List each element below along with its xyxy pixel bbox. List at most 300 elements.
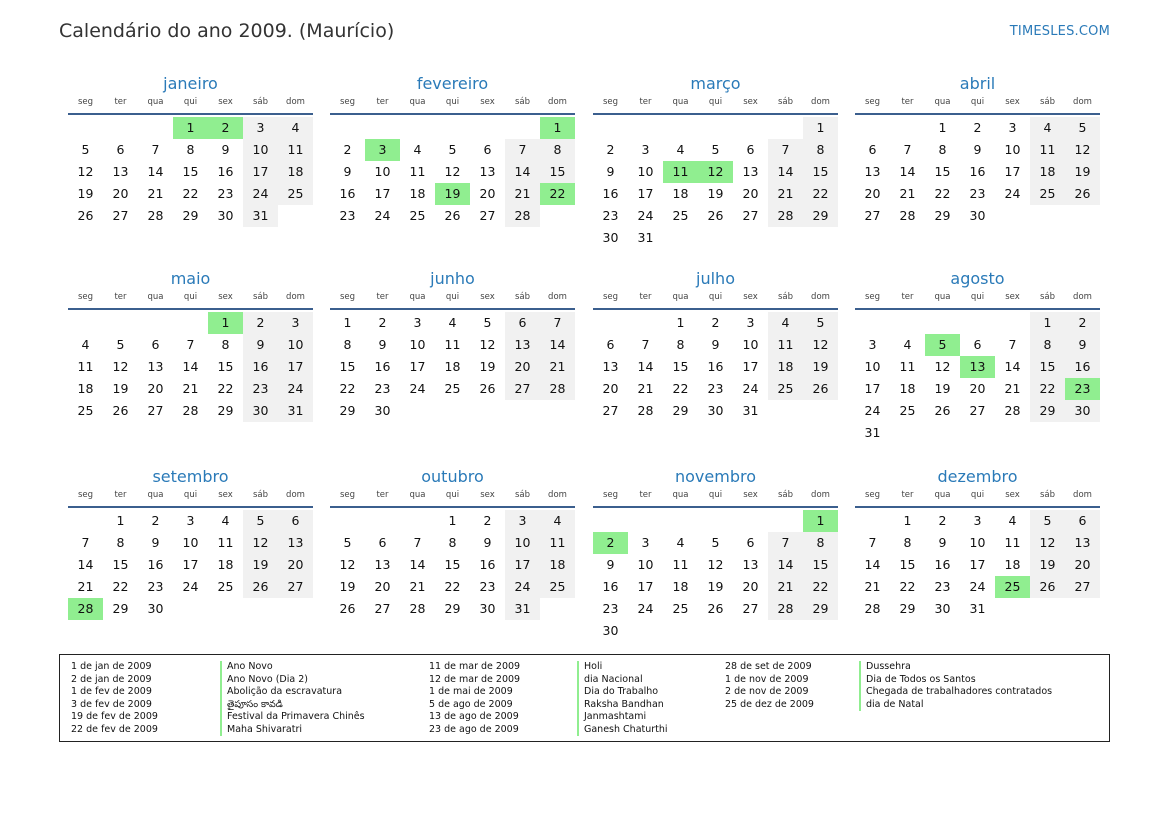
day-cell[interactable]: 8 <box>540 139 575 161</box>
day-cell[interactable]: 17 <box>864 381 881 396</box>
day-cell[interactable]: 11 <box>768 334 803 356</box>
day-cell[interactable]: 18 <box>444 359 461 374</box>
day-cell[interactable]: 27 <box>742 208 759 223</box>
day-cell[interactable]: 31 <box>864 425 881 440</box>
day-cell[interactable]: 18 <box>1030 161 1065 183</box>
day-cell[interactable]: 3 <box>186 513 195 528</box>
day-cell[interactable]: 27 <box>479 208 496 223</box>
day-cell[interactable]: 13 <box>479 164 496 179</box>
day-cell[interactable]: 1 <box>173 117 208 139</box>
day-cell[interactable]: 14 <box>409 557 426 572</box>
day-cell[interactable]: 9 <box>1065 334 1100 356</box>
day-cell[interactable]: 15 <box>182 164 199 179</box>
day-cell[interactable]: 2 <box>593 532 628 554</box>
day-cell[interactable]: 6 <box>746 142 755 157</box>
day-cell[interactable]: 23 <box>969 186 986 201</box>
day-cell[interactable]: 6 <box>973 337 982 352</box>
day-cell[interactable]: 6 <box>378 535 387 550</box>
day-cell[interactable]: 14 <box>864 557 881 572</box>
day-cell[interactable]: 29 <box>934 208 951 223</box>
day-cell[interactable]: 9 <box>378 337 387 352</box>
day-cell[interactable]: 24 <box>505 576 540 598</box>
day-cell[interactable]: 1 <box>938 120 947 135</box>
day-cell[interactable]: 21 <box>864 579 881 594</box>
day-cell[interactable]: 19 <box>803 356 838 378</box>
day-cell[interactable]: 19 <box>112 381 129 396</box>
day-cell[interactable]: 29 <box>339 403 356 418</box>
day-cell[interactable]: 30 <box>374 403 391 418</box>
day-cell[interactable]: 12 <box>707 557 724 572</box>
day-cell[interactable]: 26 <box>77 208 94 223</box>
day-cell[interactable]: 10 <box>637 164 654 179</box>
day-cell[interactable]: 28 <box>637 403 654 418</box>
day-cell[interactable]: 5 <box>243 510 278 532</box>
day-cell[interactable]: 23 <box>339 208 356 223</box>
day-cell[interactable]: 15 <box>803 161 838 183</box>
day-cell[interactable]: 13 <box>864 164 881 179</box>
day-cell[interactable]: 7 <box>903 142 912 157</box>
day-cell[interactable]: 8 <box>903 535 912 550</box>
day-cell[interactable]: 14 <box>899 164 916 179</box>
day-cell[interactable]: 8 <box>803 532 838 554</box>
day-cell[interactable]: 18 <box>899 381 916 396</box>
day-cell[interactable]: 2 <box>343 142 352 157</box>
day-cell[interactable]: 19 <box>479 359 496 374</box>
day-cell[interactable]: 3 <box>641 142 650 157</box>
day-cell[interactable]: 26 <box>339 601 356 616</box>
day-cell[interactable]: 11 <box>663 161 698 183</box>
day-cell[interactable]: 5 <box>711 142 720 157</box>
day-cell[interactable]: 23 <box>217 186 234 201</box>
day-cell[interactable]: 28 <box>409 601 426 616</box>
day-cell[interactable]: 10 <box>742 337 759 352</box>
day-cell[interactable]: 13 <box>1065 532 1100 554</box>
day-cell[interactable]: 16 <box>602 186 619 201</box>
day-cell[interactable]: 20 <box>112 186 129 201</box>
day-cell[interactable]: 18 <box>1004 557 1021 572</box>
day-cell[interactable]: 21 <box>899 186 916 201</box>
day-cell[interactable]: 6 <box>868 142 877 157</box>
day-cell[interactable]: 17 <box>182 557 199 572</box>
day-cell[interactable]: 3 <box>413 315 422 330</box>
day-cell[interactable]: 23 <box>479 579 496 594</box>
day-cell[interactable]: 15 <box>444 557 461 572</box>
day-cell[interactable]: 17 <box>1004 164 1021 179</box>
day-cell[interactable]: 17 <box>374 186 391 201</box>
day-cell[interactable]: 12 <box>934 359 951 374</box>
day-cell[interactable]: 25 <box>409 208 426 223</box>
day-cell[interactable]: 4 <box>540 510 575 532</box>
day-cell[interactable]: 21 <box>768 576 803 598</box>
day-cell[interactable]: 12 <box>803 334 838 356</box>
day-cell[interactable]: 23 <box>147 579 164 594</box>
day-cell[interactable]: 15 <box>540 161 575 183</box>
day-cell[interactable]: 16 <box>243 356 278 378</box>
day-cell[interactable]: 9 <box>483 535 492 550</box>
day-cell[interactable]: 9 <box>938 535 947 550</box>
day-cell[interactable]: 29 <box>672 403 689 418</box>
day-cell[interactable]: 29 <box>182 208 199 223</box>
day-cell[interactable]: 20 <box>969 381 986 396</box>
day-cell[interactable]: 10 <box>243 139 278 161</box>
day-cell[interactable]: 23 <box>602 208 619 223</box>
day-cell[interactable]: 31 <box>243 205 278 227</box>
day-cell[interactable]: 5 <box>1030 510 1065 532</box>
day-cell[interactable]: 17 <box>243 161 278 183</box>
day-cell[interactable]: 7 <box>540 312 575 334</box>
day-cell[interactable]: 31 <box>278 400 313 422</box>
day-cell[interactable]: 2 <box>483 513 492 528</box>
day-cell[interactable]: 16 <box>217 164 234 179</box>
day-cell[interactable]: 14 <box>77 557 94 572</box>
day-cell[interactable]: 11 <box>899 359 916 374</box>
day-cell[interactable]: 16 <box>1065 356 1100 378</box>
day-cell[interactable]: 10 <box>969 535 986 550</box>
day-cell[interactable]: 15 <box>217 359 234 374</box>
day-cell[interactable]: 21 <box>540 356 575 378</box>
day-cell[interactable]: 1 <box>1030 312 1065 334</box>
day-cell[interactable]: 3 <box>505 510 540 532</box>
day-cell[interactable]: 22 <box>339 381 356 396</box>
day-cell[interactable]: 5 <box>483 315 492 330</box>
day-cell[interactable]: 11 <box>409 164 426 179</box>
day-cell[interactable]: 25 <box>278 183 313 205</box>
day-cell[interactable]: 15 <box>803 554 838 576</box>
day-cell[interactable]: 28 <box>768 205 803 227</box>
day-cell[interactable]: 5 <box>711 535 720 550</box>
day-cell[interactable]: 21 <box>637 381 654 396</box>
day-cell[interactable]: 7 <box>768 532 803 554</box>
day-cell[interactable]: 8 <box>938 142 947 157</box>
day-cell[interactable]: 25 <box>899 403 916 418</box>
day-cell[interactable]: 27 <box>505 378 540 400</box>
day-cell[interactable]: 16 <box>707 359 724 374</box>
day-cell[interactable]: 15 <box>112 557 129 572</box>
day-cell[interactable]: 8 <box>186 142 195 157</box>
day-cell[interactable]: 15 <box>1030 356 1065 378</box>
day-cell[interactable]: 12 <box>339 557 356 572</box>
day-cell[interactable]: 28 <box>182 403 199 418</box>
day-cell[interactable]: 20 <box>147 381 164 396</box>
day-cell[interactable]: 22 <box>444 579 461 594</box>
day-cell[interactable]: 21 <box>768 183 803 205</box>
day-cell[interactable]: 31 <box>637 230 654 245</box>
day-cell[interactable]: 4 <box>221 513 230 528</box>
day-cell[interactable]: 2 <box>1065 312 1100 334</box>
day-cell[interactable]: 22 <box>217 381 234 396</box>
day-cell[interactable]: 7 <box>505 139 540 161</box>
day-cell[interactable]: 19 <box>707 579 724 594</box>
day-cell[interactable]: 3 <box>1008 120 1017 135</box>
day-cell[interactable]: 9 <box>606 557 615 572</box>
day-cell[interactable]: 5 <box>343 535 352 550</box>
day-cell[interactable]: 26 <box>479 381 496 396</box>
day-cell[interactable]: 16 <box>374 359 391 374</box>
day-cell[interactable]: 5 <box>81 142 90 157</box>
day-cell[interactable]: 27 <box>112 208 129 223</box>
day-cell[interactable]: 30 <box>147 601 164 616</box>
day-cell[interactable]: 19 <box>243 554 278 576</box>
day-cell[interactable]: 30 <box>243 400 278 422</box>
day-cell[interactable]: 1 <box>903 513 912 528</box>
day-cell[interactable]: 7 <box>413 535 422 550</box>
day-cell[interactable]: 20 <box>742 186 759 201</box>
day-cell[interactable]: 27 <box>1065 576 1100 598</box>
day-cell[interactable]: 20 <box>505 356 540 378</box>
day-cell[interactable]: 4 <box>676 142 685 157</box>
day-cell[interactable]: 22 <box>112 579 129 594</box>
day-cell[interactable]: 13 <box>147 359 164 374</box>
day-cell[interactable]: 22 <box>182 186 199 201</box>
day-cell[interactable]: 4 <box>768 312 803 334</box>
day-cell[interactable]: 22 <box>672 381 689 396</box>
day-cell[interactable]: 6 <box>746 535 755 550</box>
day-cell[interactable]: 21 <box>77 579 94 594</box>
day-cell[interactable]: 20 <box>374 579 391 594</box>
day-cell[interactable]: 8 <box>676 337 685 352</box>
day-cell[interactable]: 4 <box>1030 117 1065 139</box>
day-cell[interactable]: 23 <box>243 378 278 400</box>
day-cell[interactable]: 19 <box>339 579 356 594</box>
day-cell[interactable]: 17 <box>409 359 426 374</box>
day-cell[interactable]: 23 <box>602 601 619 616</box>
day-cell[interactable]: 16 <box>969 164 986 179</box>
day-cell[interactable]: 25 <box>1030 183 1065 205</box>
day-cell[interactable]: 26 <box>803 378 838 400</box>
day-cell[interactable]: 24 <box>864 403 881 418</box>
day-cell[interactable]: 10 <box>278 334 313 356</box>
day-cell[interactable]: 24 <box>742 381 759 396</box>
day-cell[interactable]: 25 <box>217 579 234 594</box>
day-cell[interactable]: 10 <box>1004 142 1021 157</box>
day-cell[interactable]: 24 <box>1004 186 1021 201</box>
day-cell[interactable]: 28 <box>864 601 881 616</box>
day-cell[interactable]: 25 <box>672 601 689 616</box>
day-cell[interactable]: 3 <box>973 513 982 528</box>
day-cell[interactable]: 13 <box>742 164 759 179</box>
day-cell[interactable]: 30 <box>602 623 619 638</box>
day-cell[interactable]: 29 <box>1030 400 1065 422</box>
day-cell[interactable]: 24 <box>374 208 391 223</box>
day-cell[interactable]: 28 <box>540 378 575 400</box>
day-cell[interactable]: 29 <box>899 601 916 616</box>
day-cell[interactable]: 11 <box>217 535 234 550</box>
day-cell[interactable]: 1 <box>116 513 125 528</box>
day-cell[interactable]: 22 <box>540 183 575 205</box>
day-cell[interactable]: 14 <box>505 161 540 183</box>
day-cell[interactable]: 7 <box>151 142 160 157</box>
day-cell[interactable]: 22 <box>934 186 951 201</box>
day-cell[interactable]: 1 <box>448 513 457 528</box>
day-cell[interactable]: 16 <box>602 579 619 594</box>
day-cell[interactable]: 14 <box>768 161 803 183</box>
day-cell[interactable]: 18 <box>672 579 689 594</box>
day-cell[interactable]: 29 <box>217 403 234 418</box>
day-cell[interactable]: 25 <box>444 381 461 396</box>
day-cell[interactable]: 1 <box>803 117 838 139</box>
day-cell[interactable]: 14 <box>637 359 654 374</box>
day-cell[interactable]: 9 <box>711 337 720 352</box>
day-cell[interactable]: 9 <box>973 142 982 157</box>
day-cell[interactable]: 18 <box>217 557 234 572</box>
day-cell[interactable]: 20 <box>602 381 619 396</box>
day-cell[interactable]: 12 <box>112 359 129 374</box>
day-cell[interactable]: 5 <box>1065 117 1100 139</box>
day-cell[interactable]: 2 <box>208 117 243 139</box>
day-cell[interactable]: 20 <box>742 579 759 594</box>
day-cell[interactable]: 25 <box>77 403 94 418</box>
day-cell[interactable]: 28 <box>147 208 164 223</box>
day-cell[interactable]: 13 <box>505 334 540 356</box>
day-cell[interactable]: 27 <box>969 403 986 418</box>
day-cell[interactable]: 9 <box>243 334 278 356</box>
day-cell[interactable]: 3 <box>278 312 313 334</box>
day-cell[interactable]: 4 <box>676 535 685 550</box>
day-cell[interactable]: 5 <box>925 334 960 356</box>
day-cell[interactable]: 13 <box>602 359 619 374</box>
day-cell[interactable]: 8 <box>221 337 230 352</box>
day-cell[interactable]: 12 <box>698 161 733 183</box>
day-cell[interactable]: 1 <box>208 312 243 334</box>
day-cell[interactable]: 7 <box>186 337 195 352</box>
day-cell[interactable]: 18 <box>540 554 575 576</box>
day-cell[interactable]: 14 <box>768 554 803 576</box>
day-cell[interactable]: 21 <box>505 183 540 205</box>
day-cell[interactable]: 20 <box>278 554 313 576</box>
day-cell[interactable]: 6 <box>151 337 160 352</box>
day-cell[interactable]: 31 <box>969 601 986 616</box>
day-cell[interactable]: 22 <box>899 579 916 594</box>
day-cell[interactable]: 26 <box>1030 576 1065 598</box>
day-cell[interactable]: 3 <box>868 337 877 352</box>
day-cell[interactable]: 10 <box>637 557 654 572</box>
day-cell[interactable]: 16 <box>147 557 164 572</box>
day-cell[interactable]: 29 <box>444 601 461 616</box>
day-cell[interactable]: 6 <box>278 510 313 532</box>
day-cell[interactable]: 29 <box>112 601 129 616</box>
day-cell[interactable]: 26 <box>1065 183 1100 205</box>
day-cell[interactable]: 27 <box>374 601 391 616</box>
day-cell[interactable]: 6 <box>116 142 125 157</box>
day-cell[interactable]: 26 <box>444 208 461 223</box>
day-cell[interactable]: 8 <box>343 337 352 352</box>
day-cell[interactable]: 11 <box>1030 139 1065 161</box>
day-cell[interactable]: 28 <box>68 598 103 620</box>
day-cell[interactable]: 13 <box>960 356 995 378</box>
day-cell[interactable]: 30 <box>1065 400 1100 422</box>
day-cell[interactable]: 17 <box>969 557 986 572</box>
day-cell[interactable]: 18 <box>672 186 689 201</box>
day-cell[interactable]: 4 <box>448 315 457 330</box>
day-cell[interactable]: 13 <box>374 557 391 572</box>
day-cell[interactable]: 23 <box>374 381 391 396</box>
day-cell[interactable]: 17 <box>278 356 313 378</box>
day-cell[interactable]: 10 <box>505 532 540 554</box>
day-cell[interactable]: 11 <box>444 337 461 352</box>
day-cell[interactable]: 30 <box>969 208 986 223</box>
day-cell[interactable]: 8 <box>116 535 125 550</box>
day-cell[interactable]: 24 <box>278 378 313 400</box>
day-cell[interactable]: 8 <box>448 535 457 550</box>
day-cell[interactable]: 24 <box>637 601 654 616</box>
day-cell[interactable]: 24 <box>409 381 426 396</box>
day-cell[interactable]: 19 <box>1030 554 1065 576</box>
day-cell[interactable]: 7 <box>641 337 650 352</box>
day-cell[interactable]: 22 <box>1030 378 1065 400</box>
day-cell[interactable]: 7 <box>81 535 90 550</box>
day-cell[interactable]: 25 <box>540 576 575 598</box>
day-cell[interactable]: 11 <box>540 532 575 554</box>
day-cell[interactable]: 3 <box>243 117 278 139</box>
day-cell[interactable]: 21 <box>1004 381 1021 396</box>
day-cell[interactable]: 11 <box>672 557 689 572</box>
day-cell[interactable]: 26 <box>707 601 724 616</box>
day-cell[interactable]: 13 <box>742 557 759 572</box>
day-cell[interactable]: 12 <box>1065 139 1100 161</box>
day-cell[interactable]: 13 <box>278 532 313 554</box>
day-cell[interactable]: 25 <box>672 208 689 223</box>
day-cell[interactable]: 18 <box>409 186 426 201</box>
day-cell[interactable]: 1 <box>540 117 575 139</box>
day-cell[interactable]: 11 <box>1004 535 1021 550</box>
day-cell[interactable]: 9 <box>151 535 160 550</box>
day-cell[interactable]: 6 <box>483 142 492 157</box>
day-cell[interactable]: 20 <box>479 186 496 201</box>
day-cell[interactable]: 2 <box>151 513 160 528</box>
day-cell[interactable]: 10 <box>864 359 881 374</box>
day-cell[interactable]: 1 <box>676 315 685 330</box>
day-cell[interactable]: 25 <box>768 378 803 400</box>
day-cell[interactable]: 27 <box>278 576 313 598</box>
day-cell[interactable]: 26 <box>934 403 951 418</box>
day-cell[interactable]: 30 <box>934 601 951 616</box>
day-cell[interactable]: 21 <box>409 579 426 594</box>
day-cell[interactable]: 17 <box>637 579 654 594</box>
day-cell[interactable]: 19 <box>435 183 470 205</box>
day-cell[interactable]: 10 <box>182 535 199 550</box>
day-cell[interactable]: 27 <box>602 403 619 418</box>
day-cell[interactable]: 5 <box>116 337 125 352</box>
day-cell[interactable]: 16 <box>934 557 951 572</box>
day-cell[interactable]: 22 <box>803 183 838 205</box>
day-cell[interactable]: 14 <box>1004 359 1021 374</box>
day-cell[interactable]: 2 <box>938 513 947 528</box>
day-cell[interactable]: 26 <box>112 403 129 418</box>
day-cell[interactable]: 2 <box>973 120 982 135</box>
day-cell[interactable]: 11 <box>77 359 94 374</box>
day-cell[interactable]: 14 <box>540 334 575 356</box>
day-cell[interactable]: 12 <box>77 164 94 179</box>
day-cell[interactable]: 19 <box>77 186 94 201</box>
day-cell[interactable]: 29 <box>803 205 838 227</box>
day-cell[interactable]: 26 <box>707 208 724 223</box>
day-cell[interactable]: 9 <box>343 164 352 179</box>
day-cell[interactable]: 22 <box>803 576 838 598</box>
day-cell[interactable]: 19 <box>934 381 951 396</box>
day-cell[interactable]: 24 <box>969 579 986 594</box>
day-cell[interactable]: 4 <box>278 117 313 139</box>
day-cell[interactable]: 28 <box>1004 403 1021 418</box>
day-cell[interactable]: 18 <box>77 381 94 396</box>
day-cell[interactable]: 27 <box>147 403 164 418</box>
day-cell[interactable]: 12 <box>1030 532 1065 554</box>
day-cell[interactable]: 28 <box>899 208 916 223</box>
day-cell[interactable]: 6 <box>1065 510 1100 532</box>
day-cell[interactable]: 24 <box>182 579 199 594</box>
day-cell[interactable]: 26 <box>243 576 278 598</box>
day-cell[interactable]: 4 <box>81 337 90 352</box>
day-cell[interactable]: 21 <box>182 381 199 396</box>
